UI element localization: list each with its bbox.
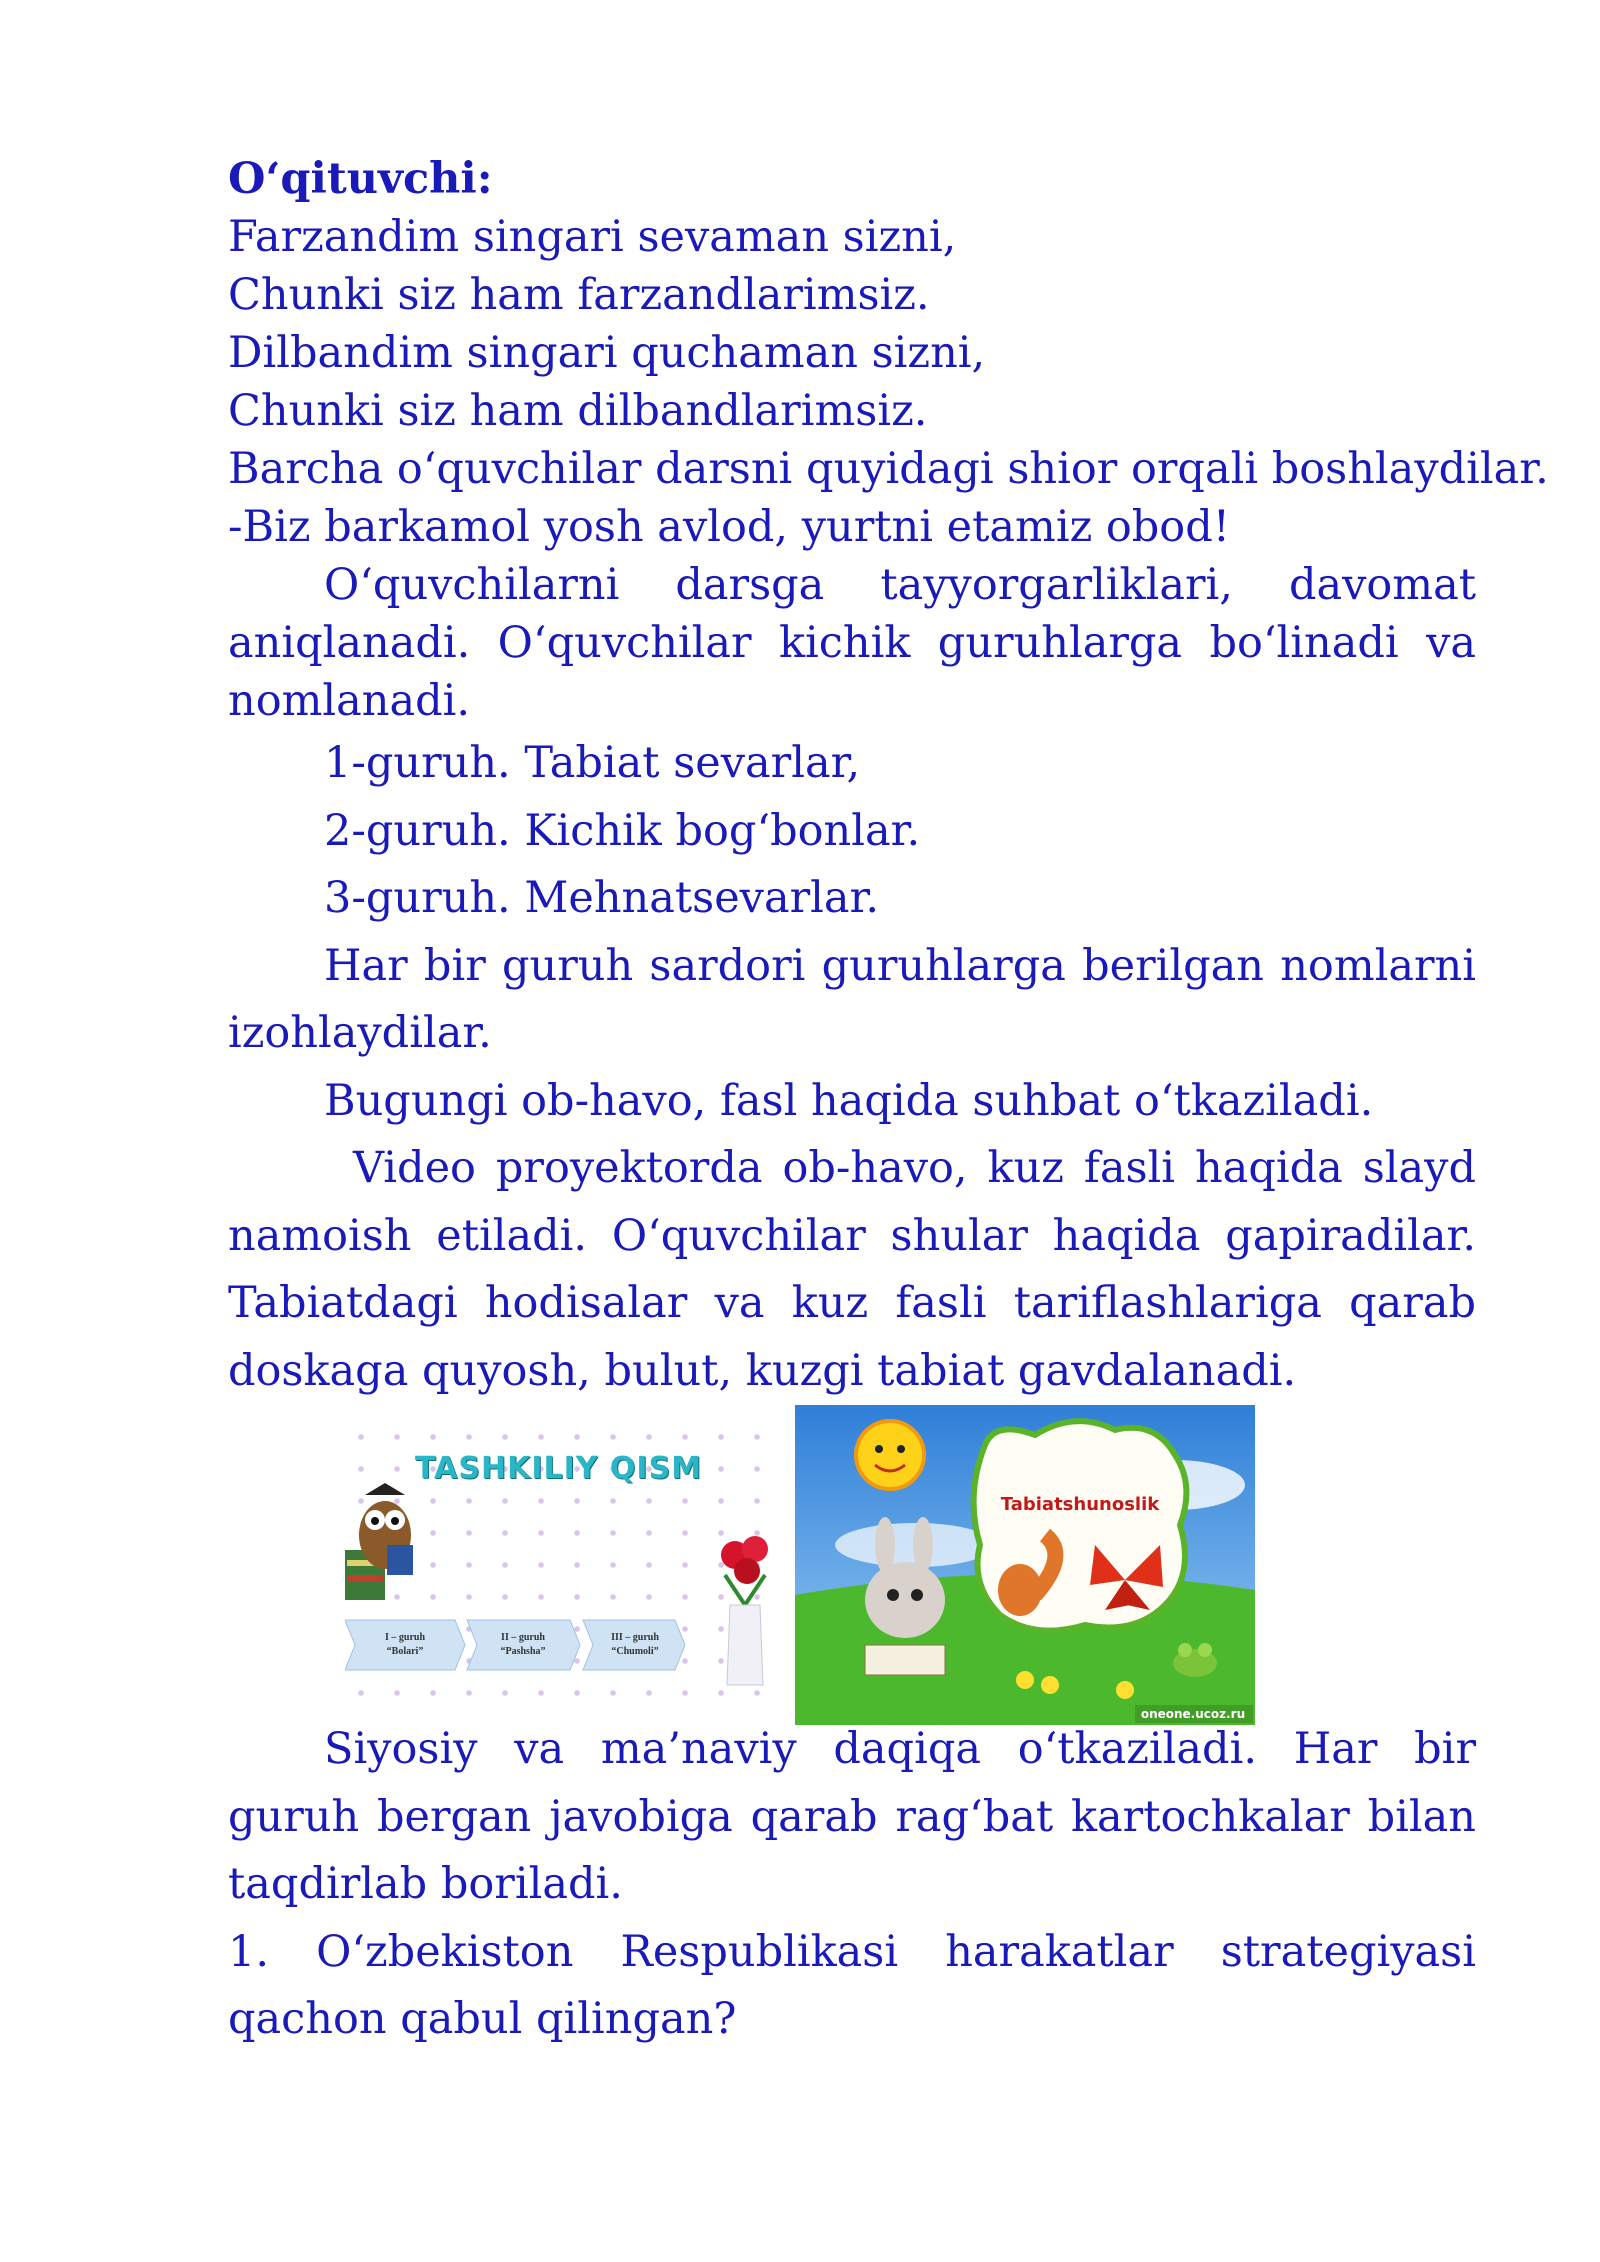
poem-line: Chunki siz ham farzandlarimsiz. [228, 270, 930, 320]
svg-text:II – guruh: II – guruh [501, 1632, 545, 1643]
poem-line: Chunki siz ham dilbandlarimsiz. [228, 386, 928, 436]
paragraph-weather: Bugungi ob-havo, fasl haqida suhbat o‘tkaziladi. [324, 1075, 1374, 1126]
svg-text:III – guruh: III – guruh [611, 1632, 659, 1643]
group-item: 3-guruh. Mehnatsevarlar. [324, 873, 880, 923]
group-item: 1-guruh. Tabiat sevarlar, [324, 738, 861, 788]
svg-text:“Bolari”: “Bolari” [386, 1646, 424, 1657]
group-item: 2-guruh. Kichik bog‘bonlar. [324, 805, 921, 856]
group-banners [345, 1610, 705, 1680]
poem-line: Farzandim singari sevaman sizni, [228, 212, 957, 262]
svg-text:“Chumoli”: “Chumoli” [611, 1646, 659, 1657]
slide-title: TASHKILIY QISM [415, 1451, 703, 1486]
paragraph-attendance: O‘quvchilarni darsga tayyorgarliklari, davomat aniqlanadi. O‘quvchilar kichik guruhlarga bo‘linadi va nomlanadi. [228, 560, 1476, 726]
slides-illustration [335, 1405, 1255, 1725]
document-text [228, 150, 1549, 1405]
owl-teacher-icon [335, 1475, 425, 1605]
speaker-label: O‘qituvchi: [228, 154, 493, 204]
poem-line: Dilbandim singari quchaman sizni, [228, 328, 986, 378]
paragraph-slide: Video proyektorda ob-havo, kuz fasli haqida slayd namoish etiladi. O‘quvchilar shular haqida gapiradilar. Tabiatdagi hodisalar va kuz fasli tariflashlariga qarab doskaga quyosh, bulut, kuzgi tabiat gavdalanadi. [228, 1143, 1476, 1396]
sun-icon [856, 1421, 924, 1489]
image-credit: oneone.ucoz.ru [1140, 1707, 1246, 1721]
paragraph-group-names: Har bir guruh sardori guruhlarga berilgan nomlarni izohlaydilar. [228, 940, 1476, 1058]
slide-tashkiliy-qism [335, 1415, 790, 1715]
motto-line: -Biz barkamol yosh avlod, yurtni etamiz obod! [228, 502, 1230, 552]
slide-title: Tabiatshunoslik [1000, 1494, 1160, 1515]
group-banner [583, 1620, 685, 1670]
document-text-lower [228, 1716, 1476, 2054]
flower-vase-icon [705, 1535, 785, 1705]
group-banner [345, 1620, 465, 1670]
slide-tabiatshunoslik [795, 1405, 1255, 1725]
paragraph-political-minute: Siyosiy va ma’naviy daqiqa o‘tkaziladi. Har bir guruh bergan javobiga qarab rag‘bat kartochkalar bilan taqdirlab boriladi. [228, 1724, 1476, 1909]
group-banner [467, 1620, 580, 1670]
svg-text:“Pashsha”: “Pashsha” [500, 1646, 546, 1657]
svg-text:I – guruh: I – guruh [384, 1632, 426, 1643]
question-1: 1. O‘zbekiston Respublikasi harakatlar strategiyasi qachon qabul qilingan? [228, 1926, 1476, 2044]
text-line: Barcha o‘quvchilar darsni quyidagi shior orqali boshlaydilar. [228, 444, 1549, 494]
